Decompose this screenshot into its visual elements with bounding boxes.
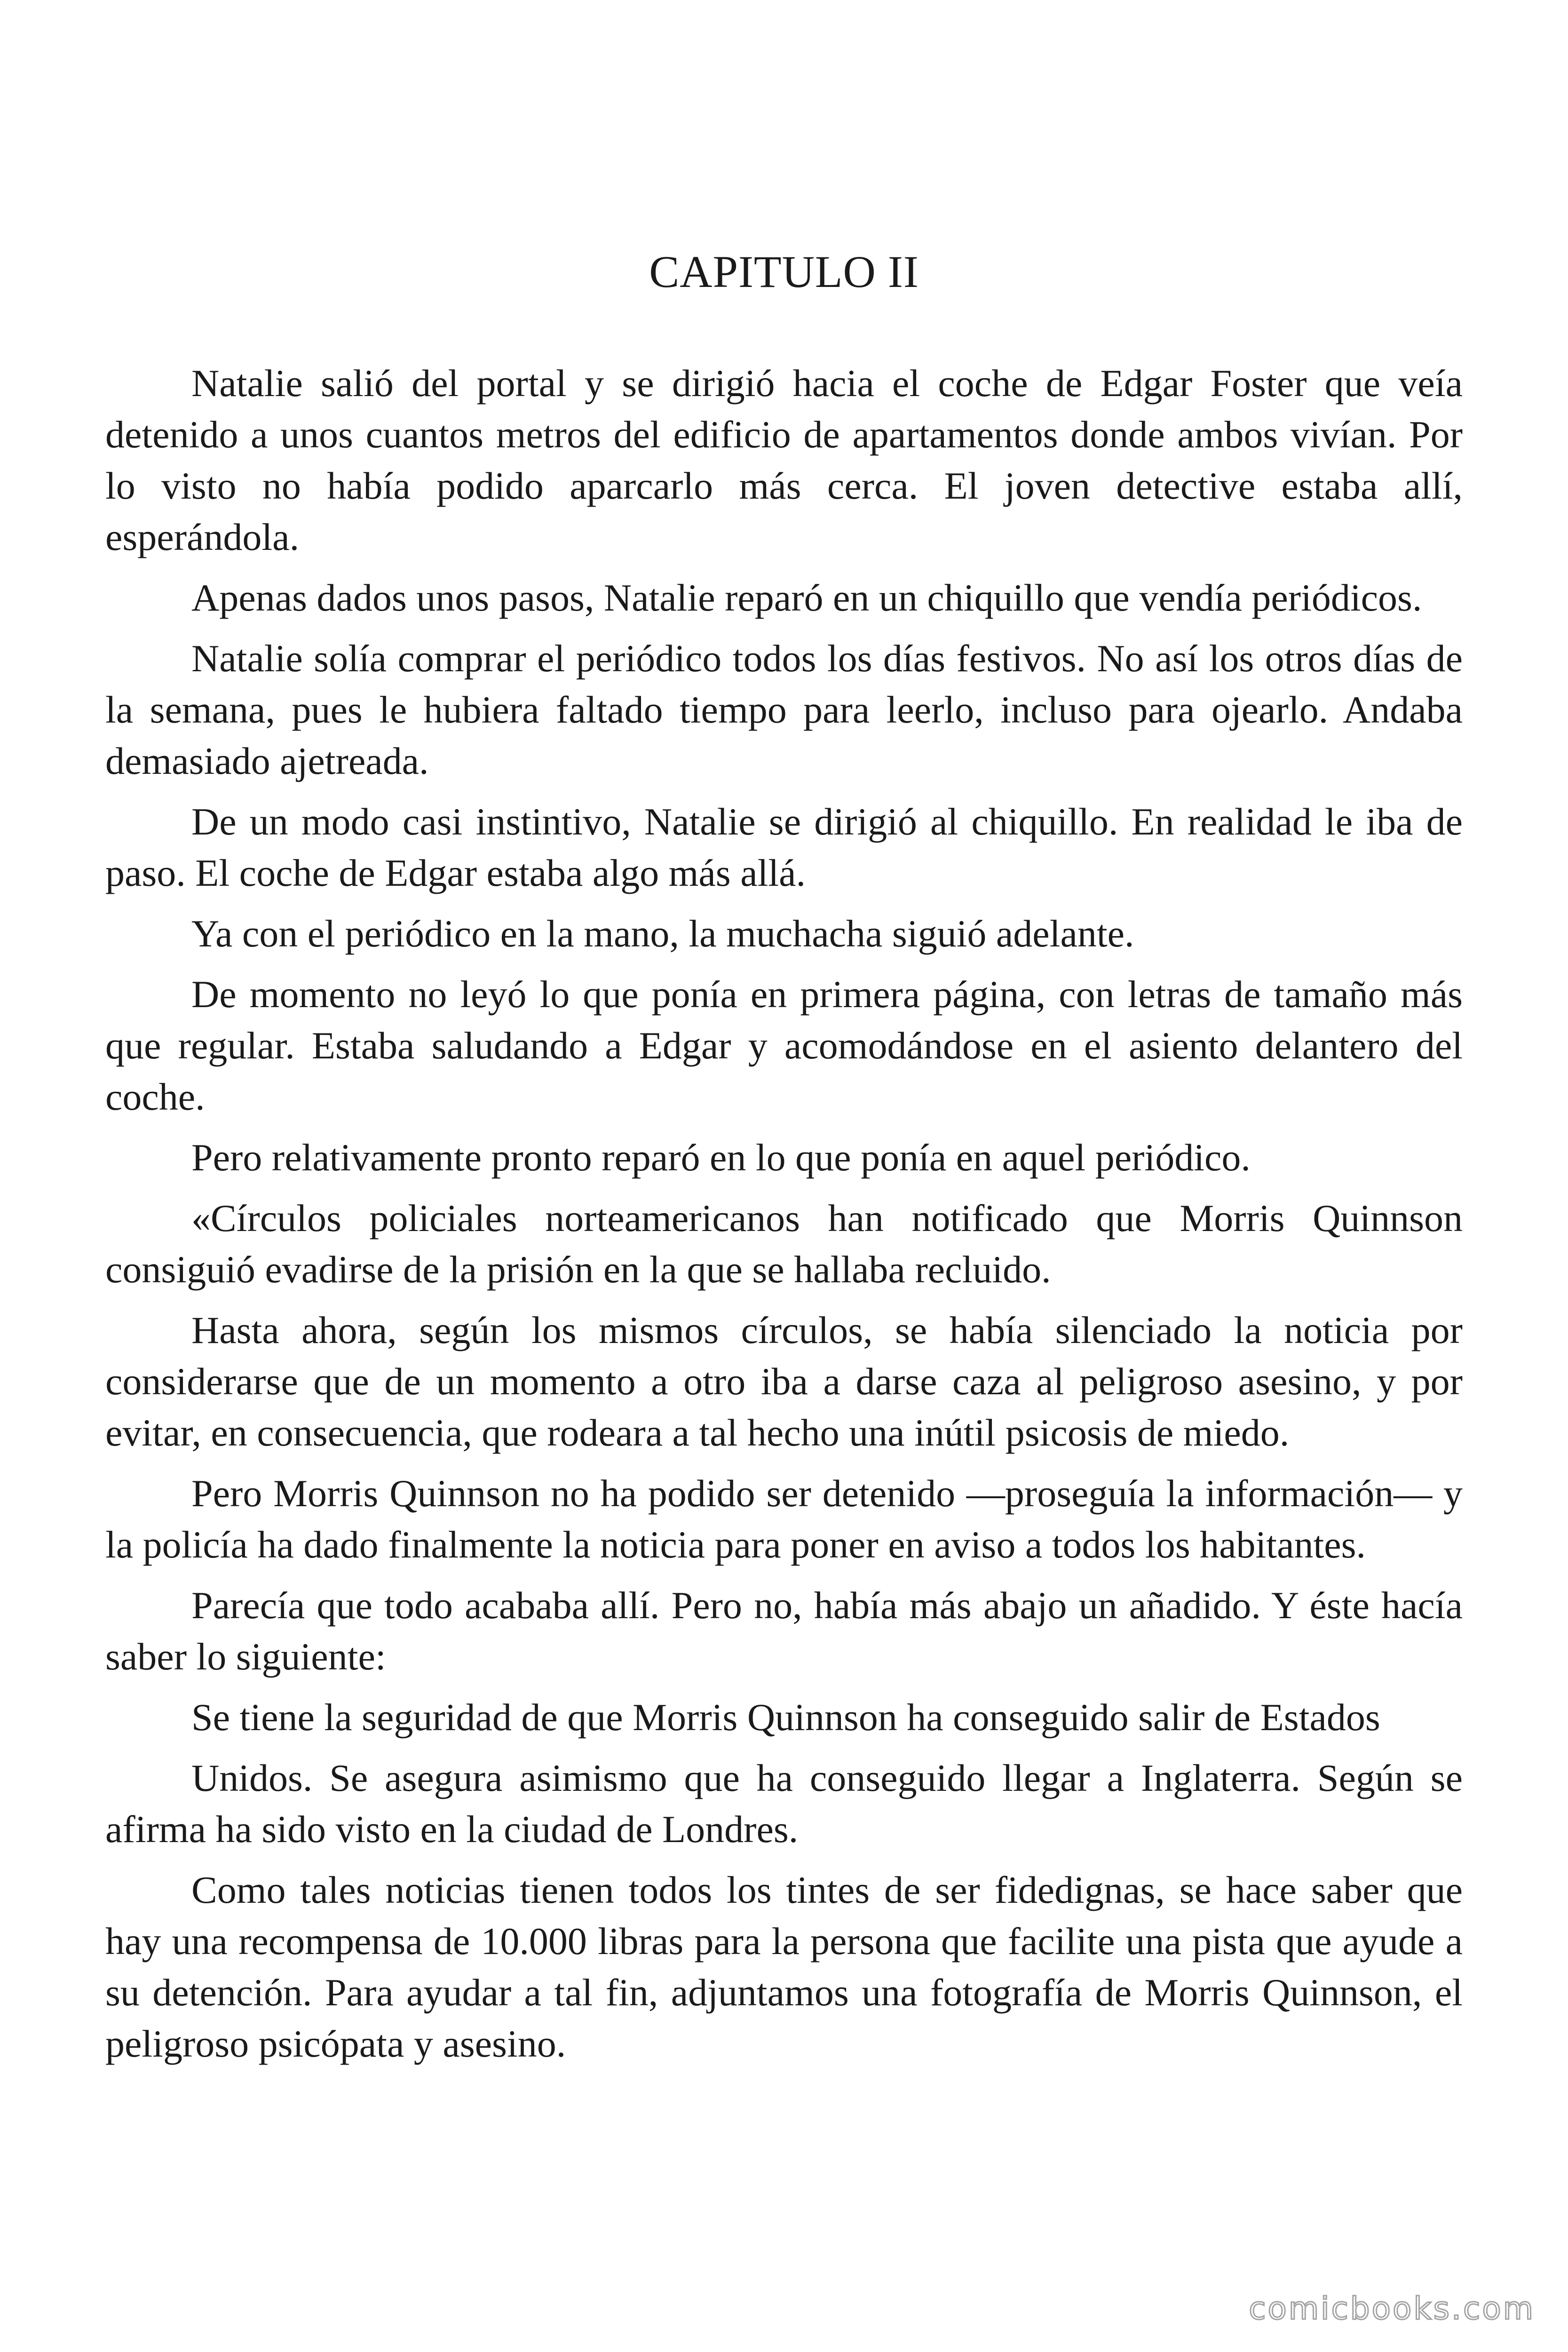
- paragraph: Apenas dados unos pasos, Natalie reparó en un chiquillo que vendía periódicos.: [191, 576, 1422, 619]
- chapter-title: CAPITULO II: [649, 246, 919, 297]
- paragraph: Parecía que todo acababa allí. Pero no, había más abajo un añadido. Y éste hacía saber lo siguiente:: [105, 1584, 1463, 1678]
- chapter-body: [105, 358, 1463, 2079]
- paragraph: Natalie solía comprar el periódico todos los días festivos. No así los otros días de la semana, pues le hubiera faltado tiempo para leerlo, incluso para ojearlo. Andaba demasiado ajetreada.: [105, 637, 1463, 782]
- paragraph: Como tales noticias tienen todos los tintes de ser fidedignas, se hace saber que hay una recompensa de 10.000 libras para la persona que facilite una pista que ayude a su detención. Para ayudar a tal fin, adjuntamos una fotografía de Morris Quinnson, el peligroso psicópata y asesino.: [105, 1868, 1463, 2065]
- paragraph: «Círculos policiales norteamericanos han notificado que Morris Quinnson consiguió evadirse de la prisión en la que se hallaba recluido.: [105, 1197, 1463, 1291]
- watermark: comicbooks.com: [1249, 2290, 1535, 2327]
- paragraph: Natalie salió del portal y se dirigió hacia el coche de Edgar Foster que veía detenido a unos cuantos metros del edificio de apartamentos donde ambos vivían. Por lo visto no había podido aparcarlo más cerca. El joven detective estaba allí, esperándola.: [105, 362, 1463, 558]
- paragraph: Se tiene la seguridad de que Morris Quinnson ha conseguido salir de Estados: [191, 1696, 1380, 1739]
- paragraph: Pero relativamente pronto reparó en lo que ponía en aquel periódico.: [191, 1136, 1251, 1179]
- paragraph: De un modo casi instintivo, Natalie se dirigió al chiquillo. En realidad le iba de paso. El coche de Edgar estaba algo más allá.: [105, 800, 1463, 894]
- paragraph: Pero Morris Quinnson no ha podido ser detenido —proseguía la información— y la policía ha dado finalmente la noticia para poner en aviso a todos los habitantes.: [105, 1472, 1463, 1566]
- paragraph: De momento no leyó lo que ponía en primera página, con letras de tamaño más que regular. Estaba saludando a Edgar y acomodándose en el asiento delantero del coche.: [105, 973, 1463, 1118]
- paragraph: Hasta ahora, según los mismos círculos, se había silenciado la noticia por considerarse que de un momento a otro iba a darse caza al peligroso asesino, y por evitar, en consecuencia, que rodeara a tal hecho una inútil psicosis de miedo.: [105, 1309, 1463, 1454]
- paragraph: Unidos. Se asegura asimismo que ha conseguido llegar a Inglaterra. Según se afirma ha sido visto en la ciudad de Londres.: [105, 1756, 1463, 1851]
- paragraph: Ya con el periódico en la mano, la muchacha siguió adelante.: [191, 912, 1134, 955]
